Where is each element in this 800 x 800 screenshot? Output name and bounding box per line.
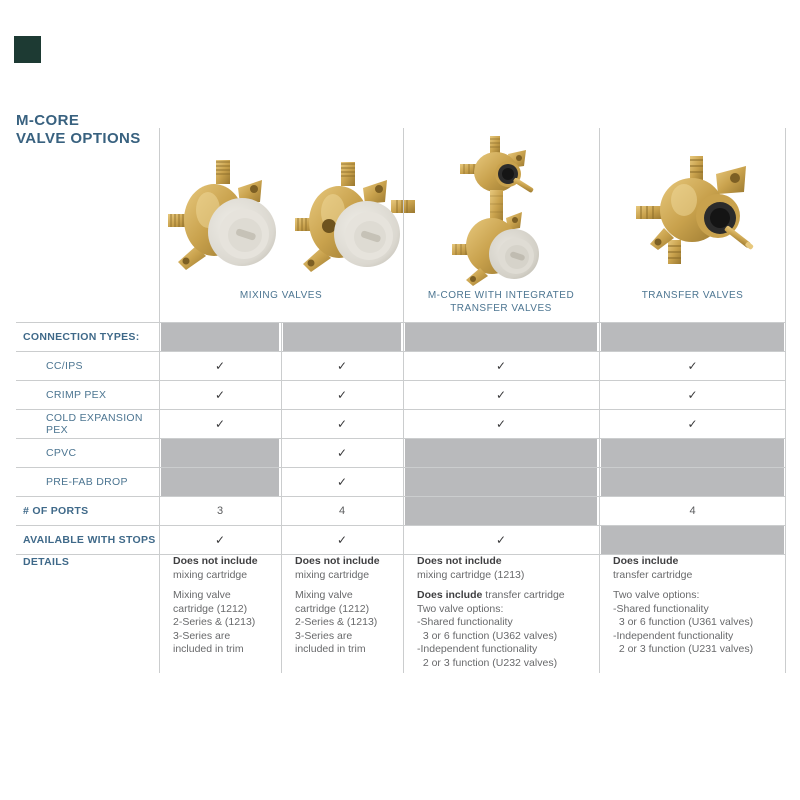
details-block [613, 589, 780, 657]
details-line: included in trim [295, 643, 366, 655]
details-line: 2 or 3 function (U231 valves) [613, 643, 754, 655]
cell-checkmark [403, 352, 599, 380]
details-line: transfer cartridge [613, 568, 693, 581]
details-block [417, 555, 593, 582]
details-line: Two valve options: [613, 589, 700, 601]
table-row [16, 409, 786, 438]
cell-checkmark [403, 410, 599, 438]
checkmark-icon: ✓ [214, 359, 226, 373]
cell-not-available [599, 468, 786, 496]
cell-checkmark [281, 468, 403, 496]
checkmark-icon: ✓ [495, 533, 507, 547]
details-line: -Shared functionality [417, 616, 513, 628]
details-line: Does include [613, 555, 679, 567]
details-row [16, 547, 786, 674]
grid-line [599, 128, 600, 673]
cell-checkmark [281, 381, 403, 409]
details-block [295, 555, 397, 582]
details-block [613, 555, 780, 582]
cell-value [599, 497, 786, 525]
cell-not-available [403, 468, 599, 496]
details-column [403, 547, 599, 674]
transfer-valve-photo [634, 154, 766, 268]
details-line: cartridge (1212) [173, 602, 248, 615]
valve-comparison-table [16, 128, 786, 674]
cell-checkmark [599, 352, 786, 380]
details-block [173, 555, 275, 582]
details-line: included in trim [173, 643, 244, 655]
column-header-mixing-valves: MIXING VALVES [239, 290, 323, 301]
table-row [16, 496, 786, 525]
checkmark-icon: ✓ [336, 533, 348, 547]
details-line: Mixing valve [173, 589, 231, 601]
row-label: # OF PORTS [23, 505, 89, 517]
cell-not-available [403, 439, 599, 467]
checkmark-icon: ✓ [336, 417, 348, 431]
row-label: AVAILABLE WITH STOPS [23, 534, 156, 546]
details-line: 2 or 3 function (U232 valves) [417, 656, 558, 669]
cell-checkmark [599, 381, 786, 409]
checkmark-icon: ✓ [336, 475, 348, 489]
details-line: mixing cartridge [173, 568, 248, 581]
details-line: 3-Series are [295, 629, 353, 642]
cell-not-available [403, 497, 599, 525]
details-line: cartridge (1212) [295, 602, 370, 615]
checkmark-icon: ✓ [495, 388, 507, 402]
row-label: CRIMP PEX [46, 389, 107, 401]
details-label: DETAILS [23, 556, 70, 568]
checkmark-icon: ✓ [336, 359, 348, 373]
cell-checkmark [403, 381, 599, 409]
details-line: Mixing valve [295, 589, 353, 601]
details-column [281, 547, 403, 674]
column-header-mcore-integrated: M-CORE WITH INTEGRATED TRANSFER VALVES [427, 290, 575, 314]
cell-checkmark [159, 410, 281, 438]
checkmark-icon: ✓ [687, 417, 698, 431]
table-row [16, 438, 786, 467]
checkmark-icon: ✓ [214, 417, 226, 431]
page-title-line1: M-CORE [16, 112, 80, 129]
cell-not-available [281, 323, 403, 351]
cell-not-available [599, 323, 786, 351]
cell-not-available [159, 468, 281, 496]
grid-line [785, 128, 786, 673]
details-line: -Independent functionality [417, 643, 538, 655]
table-row [16, 351, 786, 380]
grid-line [281, 322, 282, 673]
cell-value [159, 497, 281, 525]
connection-rows [16, 322, 786, 555]
details-line: -Independent functionality [613, 629, 734, 642]
brand-logo-mark [14, 36, 41, 63]
cell-not-available [159, 323, 281, 351]
checkmark-icon: ✓ [495, 417, 507, 431]
row-label: COLD EXPANSION PEX [46, 412, 143, 436]
cell-checkmark [159, 352, 281, 380]
column-header-transfer-valves: TRANSFER VALVES [641, 290, 744, 301]
row-label: CONNECTION TYPES: [23, 331, 140, 343]
checkmark-icon: ✓ [336, 446, 348, 460]
checkmark-icon: ✓ [214, 533, 226, 547]
cell-checkmark [599, 410, 786, 438]
details-line: 2-Series & (1213) [295, 616, 378, 628]
cell-checkmark [281, 439, 403, 467]
grid-line [403, 128, 404, 673]
checkmark-icon: ✓ [336, 388, 348, 402]
page-title-line2: VALVE OPTIONS [16, 130, 141, 147]
details-line: mixing cartridge [295, 568, 370, 581]
checkmark-icon: ✓ [687, 388, 698, 402]
integrated-transfer-valve-photo [446, 134, 556, 288]
cell-not-available [403, 323, 599, 351]
details-line: mixing cartridge (1213) [417, 568, 525, 581]
row-label: CPVC [46, 447, 77, 459]
port-count: 4 [338, 505, 346, 517]
table-row [16, 322, 786, 351]
details-line: 3 or 6 function (U361 valves) [613, 616, 754, 628]
checkmark-icon: ✓ [687, 359, 698, 373]
checkmark-icon: ✓ [495, 359, 507, 373]
details-line: 2-Series & (1213) [173, 616, 256, 628]
port-count: 3 [216, 505, 224, 517]
details-line: -Shared functionality [613, 602, 709, 615]
cell-not-available [159, 439, 281, 467]
cell-checkmark [281, 352, 403, 380]
details-block [295, 589, 397, 657]
details-line: 3-Series are [173, 629, 231, 642]
mixing-valve-photo-2 [293, 160, 419, 278]
details-line: Two valve options: [417, 602, 504, 615]
checkmark-icon: ✓ [214, 388, 226, 402]
details-block [173, 589, 275, 657]
details-line: Does include transfer cartridge [417, 589, 565, 601]
grid-line [159, 128, 160, 673]
table-row [16, 467, 786, 496]
details-line: Does not include [173, 555, 258, 567]
row-label: PRE-FAB DROP [46, 476, 128, 488]
details-line: Does not include [417, 555, 502, 567]
table-row [16, 380, 786, 409]
cell-checkmark [159, 381, 281, 409]
details-column [599, 547, 786, 674]
cell-value [281, 497, 403, 525]
details-line: Does not include [295, 555, 380, 567]
port-count: 4 [689, 505, 696, 517]
details-column [159, 547, 281, 674]
cell-checkmark [281, 410, 403, 438]
details-line: 3 or 6 function (U362 valves) [417, 629, 558, 642]
row-label: CC/IPS [46, 360, 83, 372]
cell-not-available [599, 439, 786, 467]
mixing-valve-photo-1 [166, 158, 288, 278]
details-block [417, 589, 593, 670]
